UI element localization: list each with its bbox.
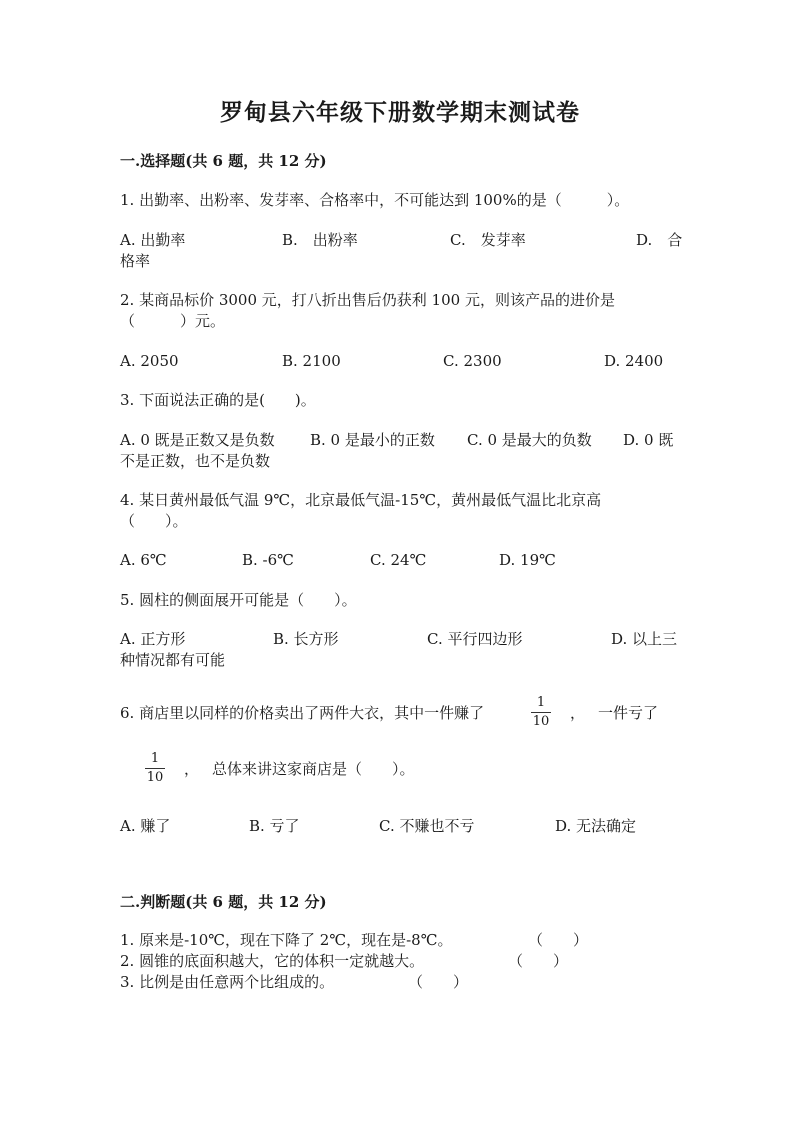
question-5-stem: 5. 圆柱的侧面展开可能是（ ）。	[120, 591, 357, 609]
judgement-item-3-text: 3. 比例是由任意两个比组成的。	[120, 973, 335, 991]
question-2-option-b: B. 2100	[282, 352, 341, 370]
judgement-item-2-text: 2. 圆锥的底面积越大，它的体积一定就越大。	[120, 952, 425, 970]
question-1-option-b: B. 出粉率	[282, 231, 358, 249]
question-5-option-d-wrap: 种情况都有可能	[120, 651, 226, 669]
judgement-item-1-blank: （ ）	[528, 931, 589, 949]
question-4-option-a: A. 6℃	[120, 551, 167, 569]
question-6-option-b: B. 亏了	[249, 817, 300, 835]
question-6-stem-part3: 总体来讲这家商店是（ ）。	[212, 760, 415, 778]
question-2-stem: 2. 某商品标价 3000 元，打八折出售后仍获利 100 元，则该产品的进价是	[120, 291, 615, 309]
question-3-stem: 3. 下面说法正确的是( )。	[120, 391, 316, 409]
question-5-option-b: B. 长方形	[273, 630, 339, 648]
question-2-option-c: C. 2300	[443, 352, 502, 370]
question-6-option-c: C. 不赚也不亏	[379, 817, 475, 835]
fraction-bar	[145, 768, 165, 769]
question-3-option-d-wrap: 不是正数，也不是负数	[120, 452, 271, 470]
judgement-item-2-blank: （ ）	[508, 952, 569, 970]
question-1-option-d-wrap: 格率	[120, 252, 151, 270]
question-6-stem-part1: 6. 商店里以同样的价格卖出了两件大衣，其中一件赚了	[120, 704, 485, 722]
question-1-option-c: C. 发芽率	[450, 231, 526, 249]
question-4-stem-wrap: （ ）。	[120, 512, 188, 530]
fraction-one-tenth-second	[143, 751, 167, 786]
question-4-stem: 4. 某日黄州最低气温 9℃，北京最低气温-15℃，黄州最低气温比北京高	[120, 491, 602, 509]
fraction-one-tenth	[529, 695, 553, 730]
question-3-option-c: C. 0 是最大的负数	[467, 431, 592, 449]
question-6-comma-2: ，	[184, 760, 200, 778]
fraction-bar	[531, 712, 551, 713]
question-2-stem-wrap: （ ）元。	[120, 312, 226, 330]
fraction-numerator: 1	[536, 695, 546, 710]
judgement-item-1-text: 1. 原来是-10℃，现在下降了 2℃，现在是-8℃。	[120, 931, 453, 949]
question-2-option-d: D. 2400	[604, 352, 664, 370]
question-1-option-a: A. 出勤率	[120, 231, 186, 249]
question-1-stem: 1. 出勤率、出粉率、发芽率、合格率中，不可能达到 100%的是（ ）。	[120, 191, 630, 209]
question-3-option-d: D. 0 既	[623, 431, 674, 449]
question-2-option-a: A. 2050	[120, 352, 179, 370]
question-3-option-b: B. 0 是最小的正数	[310, 431, 435, 449]
question-6-option-a: A. 赚了	[120, 817, 171, 835]
question-4-option-c: C. 24℃	[370, 551, 427, 569]
question-4-option-d: D. 19℃	[499, 551, 556, 569]
page-title: 罗甸县六年级下册数学期末测试卷	[220, 99, 580, 126]
question-6-option-d: D. 无法确定	[555, 817, 637, 835]
question-5-option-c: C. 平行四边形	[427, 630, 523, 648]
question-6-comma-1: ，	[570, 704, 586, 722]
fraction-denominator: 10	[532, 714, 550, 729]
judgement-item-3-blank: （ ）	[408, 973, 469, 991]
fraction-denominator: 10	[146, 770, 164, 785]
section-heading-choice: 一.选择题(共 6 题，共 12 分)	[120, 152, 327, 170]
fraction-numerator: 1	[150, 751, 160, 766]
question-1-option-d: D. 合	[636, 231, 683, 249]
question-4-option-b: B. -6℃	[242, 551, 294, 569]
question-5-option-d: D. 以上三	[611, 630, 678, 648]
question-6-stem-part2: 一件亏了	[598, 704, 659, 722]
section-heading-judgement: 二.判断题(共 6 题，共 12 分)	[120, 893, 327, 911]
question-3-option-a: A. 0 既是正数又是负数	[120, 431, 275, 449]
question-5-option-a: A. 正方形	[120, 630, 186, 648]
